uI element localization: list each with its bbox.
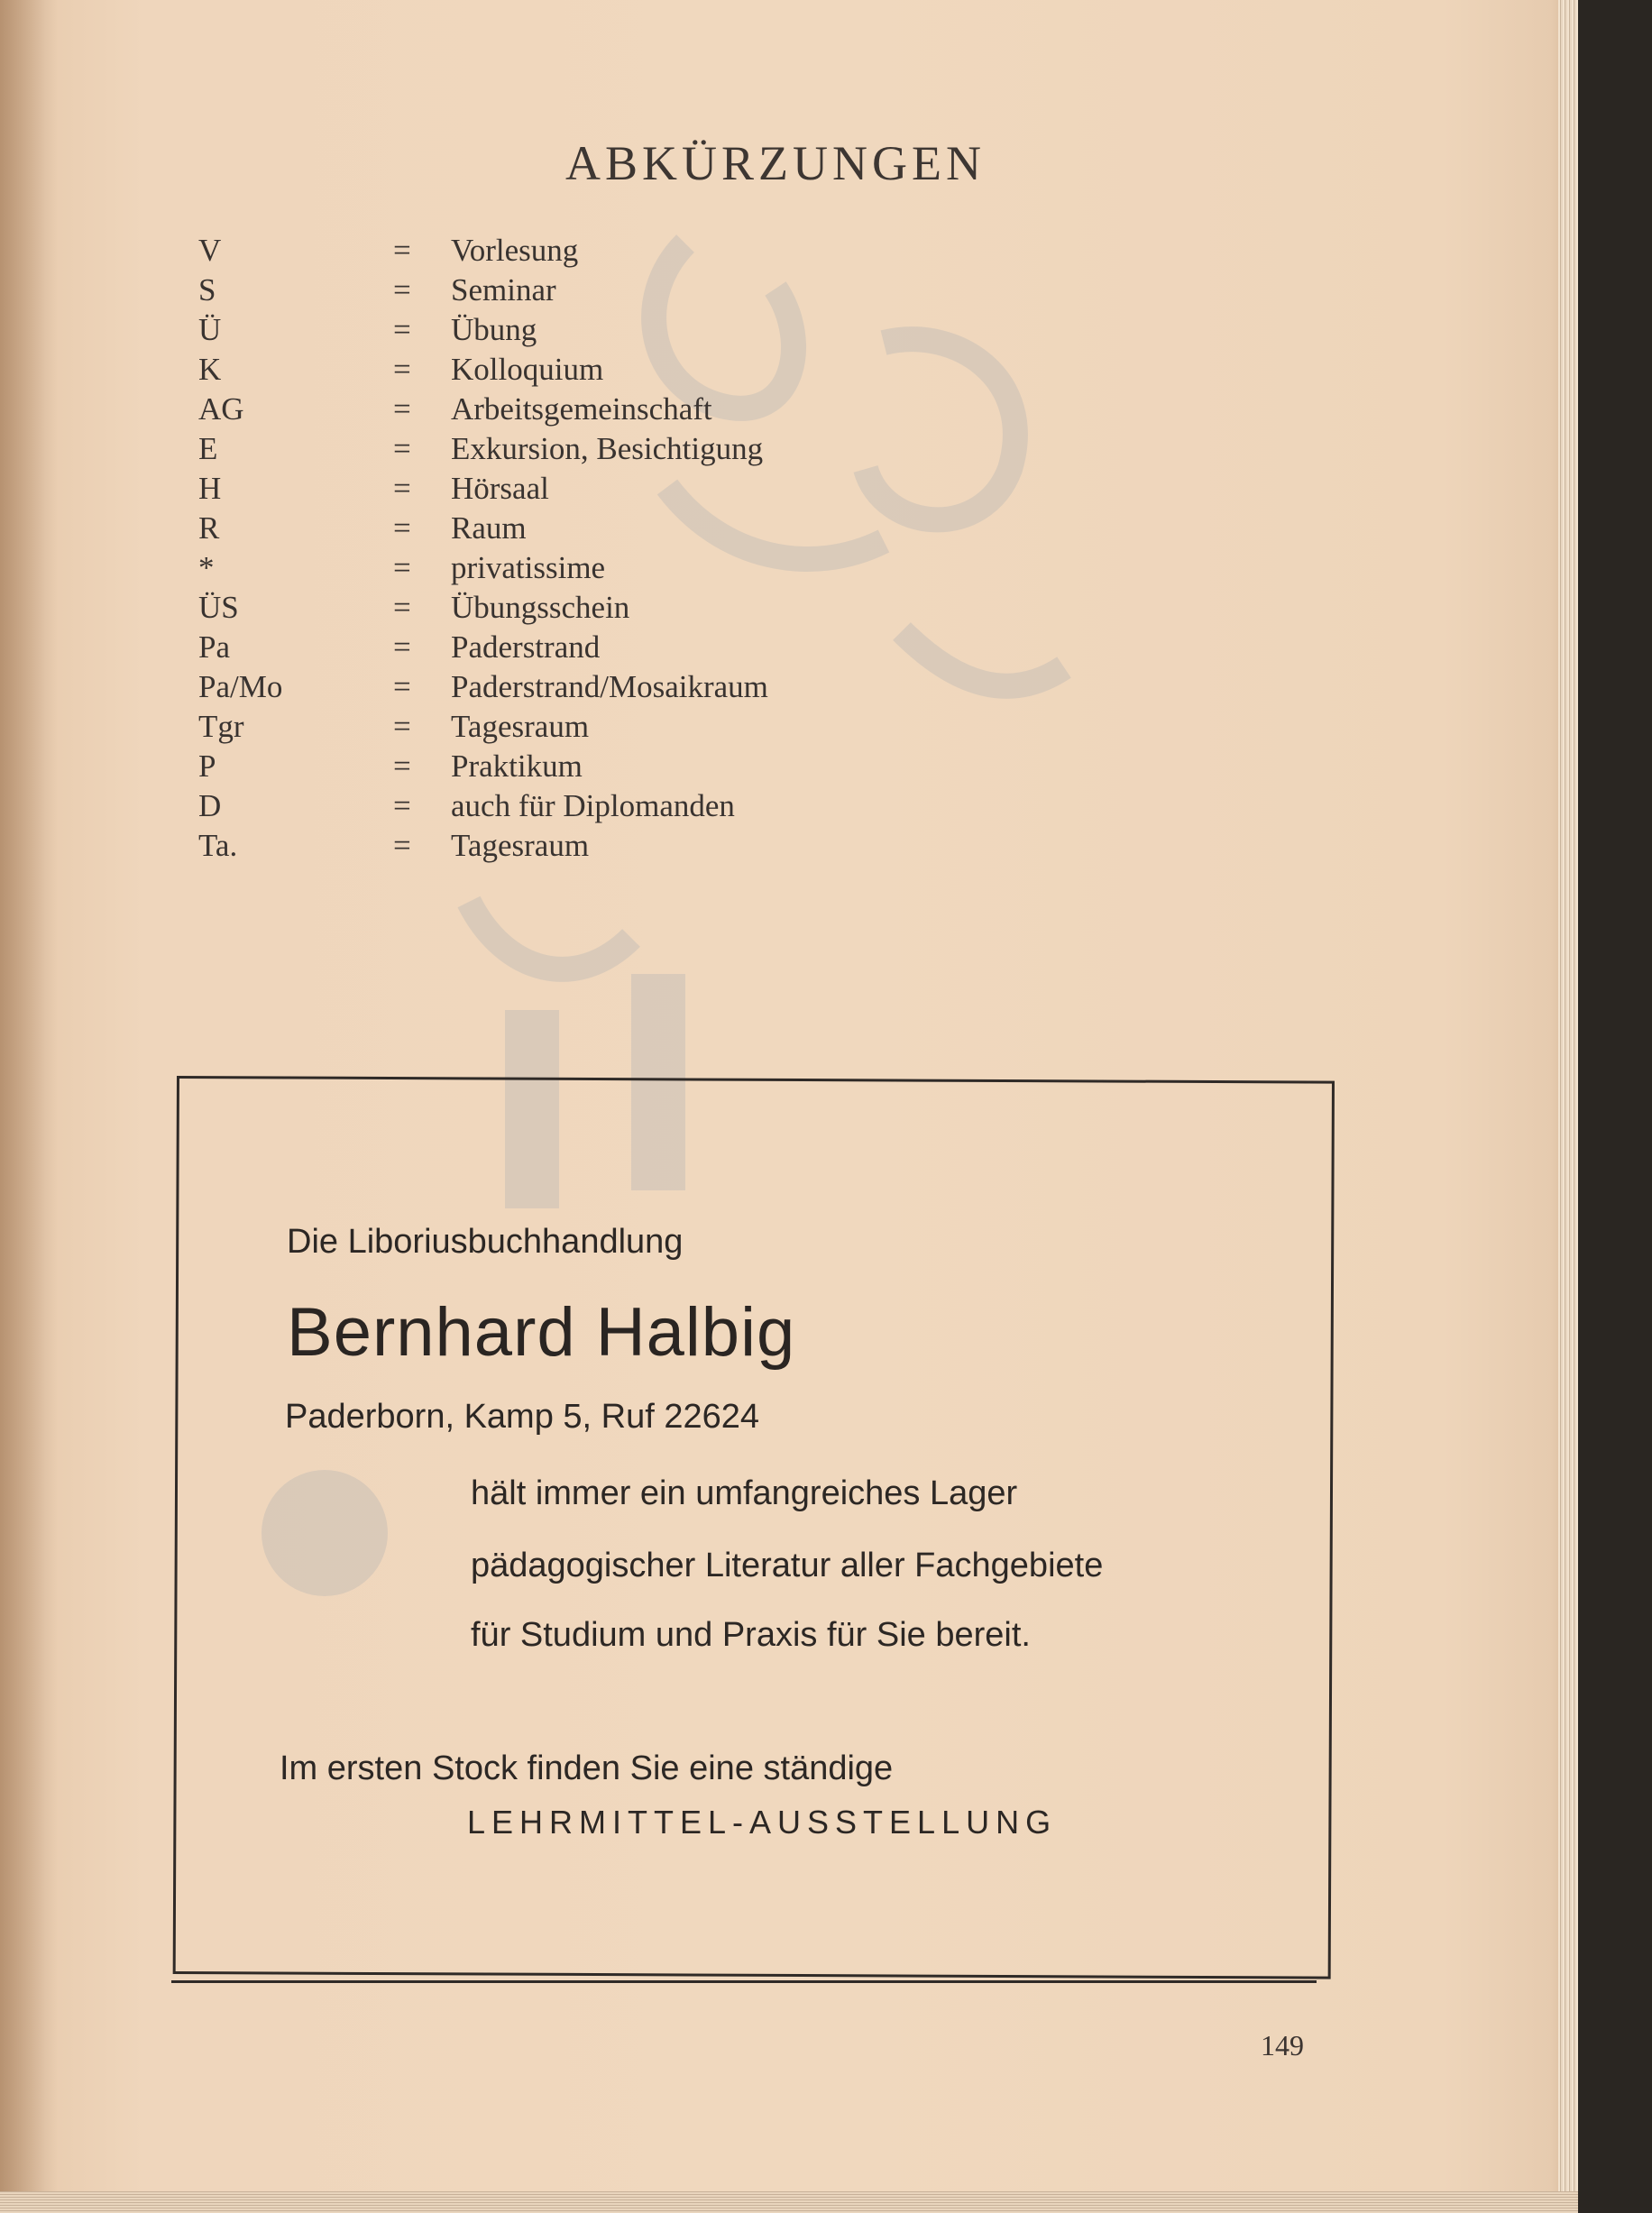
abbr-term: * <box>198 550 215 585</box>
spine-shadow <box>0 0 58 2213</box>
abbr-meaning: Arbeitsgemeinschaft <box>451 391 712 427</box>
abbr-equals: = <box>393 272 411 308</box>
abbr-equals: = <box>393 550 411 585</box>
abbr-term: E <box>198 431 218 466</box>
ad-floor-note: Im ersten Stock finden Sie eine ständige <box>280 1749 894 1787</box>
ad-exhibition: LEHRMITTEL-AUSSTELLUNG <box>467 1804 1058 1841</box>
abbr-meaning: Hörsaal <box>451 471 549 506</box>
abbr-meaning: Kolloquium <box>451 352 604 387</box>
abbr-meaning: Tagesraum <box>451 709 590 744</box>
page-edge-bottom <box>0 2191 1578 2213</box>
abbr-meaning: Übungsschein <box>451 590 630 625</box>
abbr-term: ÜS <box>198 590 239 625</box>
abbr-equals: = <box>393 510 411 546</box>
abbr-term: Tgr <box>198 709 244 744</box>
abbr-equals: = <box>393 471 411 506</box>
page-edges <box>1558 0 1578 2213</box>
abbr-equals: = <box>393 352 411 387</box>
abbr-meaning: Praktikum <box>451 748 583 784</box>
abbr-term: Pa/Mo <box>198 669 283 704</box>
abbr-equals: = <box>393 748 411 784</box>
abbr-meaning: Seminar <box>451 272 556 308</box>
ad-body-line: pädagogischer Literatur aller Fachgebiete <box>471 1547 1104 1584</box>
abbr-equals: = <box>393 629 411 665</box>
abbr-equals: = <box>393 431 411 466</box>
ad-body-line: hält immer ein umfangreiches Lager <box>471 1474 1018 1512</box>
abbr-meaning: Raum <box>451 510 527 546</box>
abbr-equals: = <box>393 828 411 863</box>
abbr-meaning: Paderstrand <box>451 629 601 665</box>
abbr-equals: = <box>393 788 411 823</box>
abbr-equals: = <box>393 590 411 625</box>
abbr-meaning: auch für Diplomanden <box>451 788 735 823</box>
abbr-term: S <box>198 272 216 308</box>
abbr-meaning: privatissime <box>451 550 606 585</box>
ad-bookshop-name: Bernhard Halbig <box>287 1294 796 1371</box>
abbr-equals: = <box>393 312 411 347</box>
ad-address: Paderborn, Kamp 5, Ruf 22624 <box>285 1398 760 1436</box>
abbr-term: R <box>198 510 220 546</box>
abbr-term: AG <box>198 391 244 427</box>
ad-intro: Die Liboriusbuchhandlung <box>287 1223 684 1261</box>
abbr-term: Pa <box>198 629 230 665</box>
abbr-term: D <box>198 788 222 823</box>
abbr-term: V <box>198 233 222 268</box>
abbr-term: Ta. <box>198 828 238 863</box>
page-title: ABKÜRZUNGEN <box>565 136 986 190</box>
abbr-equals: = <box>393 709 411 744</box>
abbr-equals: = <box>393 391 411 427</box>
abbr-term: K <box>198 352 222 387</box>
abbr-meaning: Vorlesung <box>451 233 579 268</box>
abbr-term: H <box>198 471 222 506</box>
abbr-meaning: Paderstrand/Mosaikraum <box>451 669 768 704</box>
abbr-term: P <box>198 748 216 784</box>
ad-body-line: für Studium und Praxis für Sie bereit. <box>471 1616 1031 1654</box>
abbr-meaning: Tagesraum <box>451 828 590 863</box>
advertisement-underline <box>171 1980 1317 1983</box>
abbr-equals: = <box>393 669 411 704</box>
abbr-meaning: Exkursion, Besichtigung <box>451 431 764 466</box>
abbr-equals: = <box>393 233 411 268</box>
advertisement-box <box>173 1076 1335 1979</box>
page-number: 149 <box>1261 2029 1304 2061</box>
abbr-term: Ü <box>198 312 222 347</box>
abbr-meaning: Übung <box>451 312 537 347</box>
